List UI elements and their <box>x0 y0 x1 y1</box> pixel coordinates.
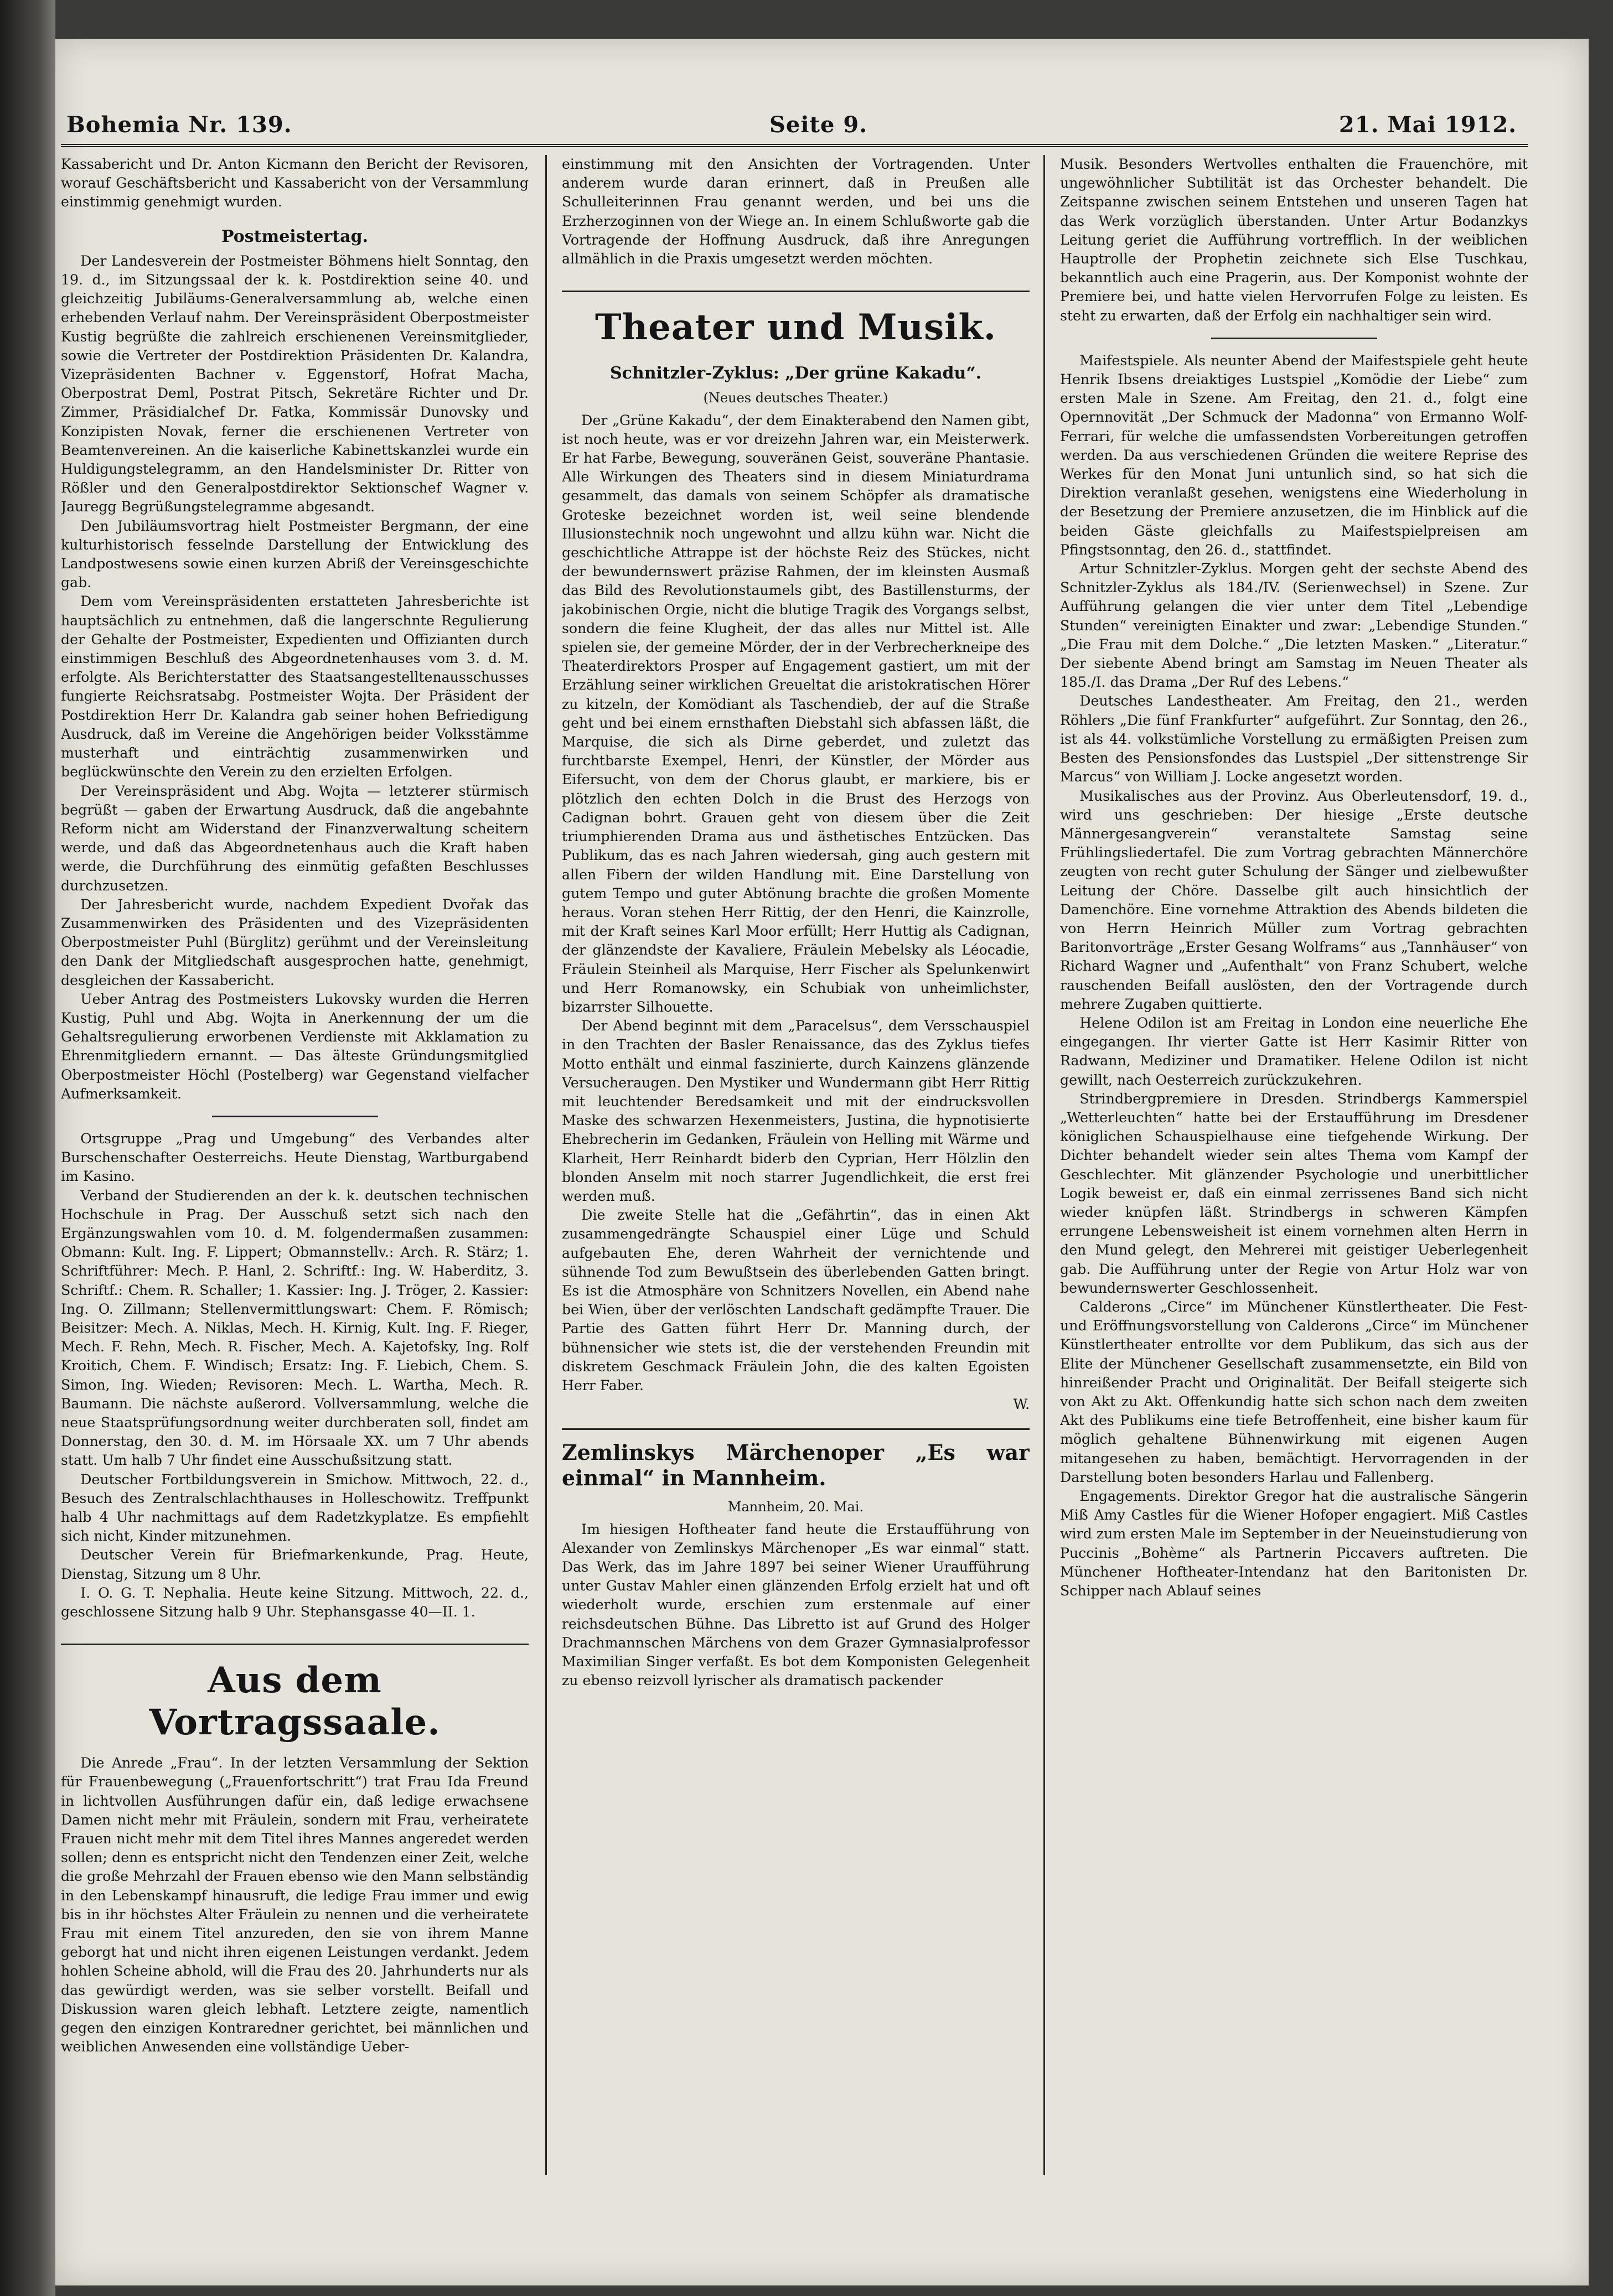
paragraph: Strindbergpremiere in Dresden. Strindbergs Kammerspiel „Wetterleuchten“ hatte bei der Erstaufführung im Dresdener königlichen Schauspielhause eine tiefgehende Wirkung. Der Dichter behandelt wieder sein altes Thema vom Kampf der Geschlechter. Mit glänzender Psychologie und unerbittlicher Logik beweist er, daß ein einmal zerrissenes Band sich nicht wieder knüpfen läßt. Strindbergs in schweren Kämpfen errungene Lebensweisheit ist einem vornehmen alten Herrn in den Mund gelegt, den Mehrerei mit geistiger Ueberlegenheit gab. Die Aufführung unter der Regie von Artur Holz war von bewundernswerter Geschlossenheit. <box>1060 1090 1528 1296</box>
column-2 <box>562 155 1030 2175</box>
divider <box>212 1116 378 1117</box>
dateline: Mannheim, 20. Mai. <box>727 1499 864 1515</box>
paragraph: Der Abend beginnt mit dem „Paracelsus“, dem Versschauspiel in den Trachten der Basler Renaissance, das des Zyklus tiefes Motto enthält und einmal faszinierte, durch Kainzens glänzende Versucheraugen. Den Mystiker und Wundermann gibt Herr Rittig mit leuchtender Beredsamkeit und mit der eindrucksvollen Maske des schwarzen Hexenmeisters, Justina, die hypnotisierte Ehebrecherin im Gedanken, Fräulein von Helling mit Wärme und Klarheit, Herr Reinhardt biderb den Cyprian, Herr Hölzlin den blonden Anselm mit noch starrer Jugendlichkeit, die erst frei werden muß. <box>562 1018 1030 1204</box>
article-subheading: (Neues deutsches Theater.) <box>703 390 888 406</box>
paragraph: Der Vereinspräsident und Abg. Wojta — letzterer stürmisch begrüßt — gaben der Erwartung Ausdruck, daß die angebahnte Reform nicht am Widerstand der Finanzverwaltung scheitern werde, und daß das Abgeordnetenhaus auch die Kraft haben werde, die Durchführung des einmütig gefaßten Beschlusses durchzusetzen. <box>61 782 529 894</box>
masthead-issue: Bohemia Nr. 139. <box>66 112 292 138</box>
paragraph: Engagements. Direktor Gregor hat die australische Sängerin Miß Amy Castles für die Wiener Hofoper engagiert. Miß Castles wird zum ersten Male im September in der Neueinstudierung von Puccinis „Bohème“ als Partnerin Piccavers auftreten. Die Münchener Hoftheater-Intendanz hat den Baritonisten Dr. Schipper nach Ablauf seines <box>1060 1488 1528 1599</box>
paragraph: Dem vom Vereinspräsidenten erstatteten Jahresberichte ist hauptsächlich zu entnehmen, daß die langerschnte Regulierung der Gehalte der Postmeister, Expedienten und Offizianten durch einstimmigen Beschluß des Abgeordnetenhauses vom 3. d. M. erfolgte. Als Berichterstatter des Staatsangestelltenausschusses fungierte Reichsratsabg. Postmeister Wojta. Der Präsident der Postdirektion Herr Dr. Kalandra gab seiner hohen Befriedigung Ausdruck, daß im Vereine die Angehörigen beider Volksstämme musterhaft und einträchtig zusammenwirken und beglückwünschte den Verein zu den erzielten Erfolgen. <box>61 593 529 780</box>
paragraph: Artur Schnitzler-Zyklus. Morgen geht der sechste Abend des Schnitzler-Zyklus als 184./IV. (Serienwechsel) in Szene. Zur Aufführung gelangen die vier unter dem Titel „Lebendige Stunden“ vereinigten Einakter und zwar: „Lebendige Stunden.“ „Die Frau mit dem Dolche.“ „Die letzten Masken.“ „Literatur.“ Der siebente Abend bringt am Samstag im Neuen Theater als 185./I. das Drama „Der Ruf des Lebens.“ <box>1060 561 1528 691</box>
masthead-date: 21. Mai 1912. <box>1338 112 1517 138</box>
column-rule <box>545 155 547 2175</box>
column-1 <box>61 155 529 2175</box>
column-3 <box>1060 155 1528 2175</box>
article-heading: Postmeistertag. <box>221 226 369 246</box>
columns <box>61 155 1528 2180</box>
paragraph: Deutsches Landestheater. Am Freitag, den 21., werden Röhlers „Die fünf Frankfurter“ aufgeführt. Zur Sonntag, den 26., ist als 44. volkstümliche Vorstellung zu ermäßigten Preisen zum Besten des Pensionsfondes das Lustspiel „Der sittenstrenge Sir Marcus“ von William J. Locke angesetzt worden. <box>1060 693 1528 785</box>
article-heading: Schnitzler-Zyklus: „Der grüne Kakadu“. <box>609 364 982 383</box>
notice: Verband der Studierenden an der k. k. deutschen technischen Hochschule in Prag. Der Ausschuß setzt sich nach den Ergänzungswahlen vom 10. d. M. folgendermaßen zusammen: Obmann: Kult. Ing. F. Lippert; Obmannstellv.: Arch. R. Stärz; 1. Schriftführer: Mech. P. Hanl, 2. Schriftf.: Ing. W. Haberditz, 3. Schriftf.: Chem. R. Schaller; 1. Kassier: Ing. J. Tröger, 2. Kassier: Ing. O. Zillmann; Stellenvermittlungswart: Chem. F. Römisch; Beisitzer: Mech. A. Niklas, Mech. H. Kirnig, Kult. Ing. F. Rieger, Mech. F. Rehn, Mech. R. Fischer, Mech. A. Kajetofsky, Ing. Rolf Kroitich, Chem. F. Windisch; Ersatz: Ing. F. Liebich, Chem. S. Simon, Ing. Wieden; Revisoren: Mech. L. Wartha, Mech. R. Baumann. Die nächste außerord. Vollversammlung, welche die neue Staatsprüfungsordnung weiter durchberaten soll, findet am Donnerstag, den 30. d. M. im Hörsaale XX. um 7 Uhr abends statt. Um halb 7 Uhr findet eine Ausschußsitzung statt. <box>61 1187 529 1469</box>
notice: Deutscher Fortbildungsverein in Smichow. Mittwoch, 22. d., Besuch des Zentralschlachthauses in Holleschowitz. Treffpunkt halb 4 Uhr nachmittags auf dem Radetzkyplatze. Es empfiehlt sich nicht, Kinder mitzunehmen. <box>61 1471 529 1545</box>
paragraph: Der Landesverein der Postmeister Böhmens hielt Sonntag, den 19. d., im Sitzungssaal der k. k. Postdirektion seine 40. und gleichzeitig Jubiläums-Generalversammlung ab, welche einen erhebenden Verlauf nahm. Der Vereinspräsident Oberpostmeister Kustig begrüßte die zahlreich erschienenen Vereinsmitglieder, sowie die Vertreter der Postdirektion Präsidenten Dr. Kalandra, Vizepräsidenten Bachner v. Eggenstorf, Hofrat Macha, Oberpostrat Deml, Postrat Pitsch, Sekretäre Richter und Dr. Zimmer, Präsidialchef Dr. Fatka, Kommissär Dunovsky und Konzipisten Novak, ferner die erschienenen Vertreter von Beamtenvereinen. An die kaiserliche Kabinettskanzlei wurde ein Huldigungstelegramm, an den Handelsminister Dr. Ritter von Rößler und den Generalpostdirektor Sektionschef Wagner v. Jauregg Begrüßungstelegramme abgesandt. <box>61 252 529 515</box>
section-heading: Theater und Musik. <box>562 291 1030 349</box>
paragraph: Ueber Antrag des Postmeisters Lukovsky wurden die Herren Kustig, Puhl und Abg. Wojta in Anerkennung der um die Gehaltsregulierung erworbenen Verdienste mit Akklamation zu Ehrenmitgliedern ernannt. — Das älteste Gründungsmitglied Oberpostmeister Höchl (Postelberg) war Gegenstand vielfacher Aufmerksamkeit. <box>61 991 529 1102</box>
paragraph: Calderons „Circe“ im Münchener Künstlertheater. Die Fest- und Eröffnungsvorstellung von Calderons „Circe“ im Münchener Künstlertheater entrollte vor dem Publikum, das sich aus der Elite der Münchener Gesellschaft zusammensetzte, ein Bild von hinreißender Pracht und Originalität. Der Beifall steigerte sich von Akt zu Akt. Offenkundig hatte sich schon nach dem zweiten Akt des Publikums eine tiefe Betroffenheit, eine bisher kaum für möglich gehaltene Bühnenwirkung mit eigenen Augen mitangesehen zu haben, bemächtigt. Hervorragenden in der Darstellung boten besonders Harlau und Fallenberg. <box>1060 1298 1528 1485</box>
paragraph: Die Anrede „Frau“. In der letzten Versammlung der Sektion für Frauenbewegung („Frauenfortschritt“) trat Frau Ida Freund in lichtvollen Ausführungen dafür ein, daß ledige erwachsene Damen nicht mehr mit Fräulein, sondern mit Frau, verheiratete Frauen nicht mehr mit dem Titel ihres Mannes angeredet werden sollen; denn es entspricht nicht den Tendenzen einer Zeit, welche die große Mehrzahl der Frauen ebenso wie den Mann selbständig in den Lebenskampf hinausruft, die ledige Frau immer und ewig bis in ihr höchstes Alter Fräulein zu nennen und die verheiratete Frau mit einem Titel anzureden, den sie von ihrem Manne geborgt hat und nicht ihren eigenen Leistungen verdankt. Jedem hohlen Scheine abhold, will die Frau des 20. Jahrhunderts nur als das gewürdigt werden, was sie selber vorstellt. Beifall und Diskussion waren gleich lebhaft. Letztere zeigte, namentlich gegen den einzigen Kontraredner gerichtet, bei männlichen und weiblichen Anwesenden eine vollständige Ueber- <box>61 1755 529 2055</box>
paragraph: Maifestspiele. Als neunter Abend der Maifestspiele geht heute Henrik Ibsens dreiaktiges Lustspiel „Komödie der Liebe“ zum ersten Male in Szene. Am Freitag, den 21. d., folgt eine Opernnovität „Der Schmuck der Madonna“ von Ermanno Wolf-Ferrari, für welche die umfassendsten Vorbereitungen getroffen werden. Da aus verschiedenen Gründen die weitere Reprise des Werkes für den Monat Juni untunlich sind, so hat sich die Direktion veranlaßt gesehen, wenigstens eine Wiederholung in der Besetzung der Premiere anzusetzen, die im Hinblick auf die beiden Gäste gleichfalls zu Maifestspielpreisen am Pfingstsonntag, den 26. d., stattfindet. <box>1060 352 1528 558</box>
column-rule <box>1043 155 1045 2175</box>
paragraph: Im hiesigen Hoftheater fand heute die Erstaufführung von Alexander von Zemlinskys Märchenoper „Es war einmal“ statt. Das Werk, das im Jahre 1897 bei seiner Wiener Uraufführung unter Gustav Mahler einen glänzenden Erfolg erzielt hat und oft wiederholt wurde, erschien zum erstenmale auf einer reichsdeutschen Bühne. Das Libretto ist auf Grund des Holger Drachmannschen Märchens von dem Grazer Gymnasialprofessor Maximilian Singer verfaßt. Es bot dem Komponisten Gelegenheit zu ebenso reizvoll lyrischer als dramatisch packender <box>562 1521 1030 1689</box>
paragraph: Kassabericht und Dr. Anton Kicmann den Bericht der Revisoren, worauf Geschäftsbericht und Kassabericht von der Versammlung einstimmig genehmigt wurden. <box>61 156 529 210</box>
divider <box>1211 338 1377 339</box>
page-left-edge <box>0 0 55 2296</box>
paragraph: Musik. Besonders Wertvolles enthalten die Frauenchöre, mit ungewöhnlicher Subtilität ist das Orchester behandelt. Die Zeitspanne zwischen seinem Entstehen und unseren Tagen hat das Werk vorzüglich überstanden. Unter Artur Bodanzkys Leitung geriet die Aufführung vortrefflich. In der weiblichen Hauptrolle der Prophetin zeichnete sich Else Tuschkau, bekanntlich auch eine Pragerin, aus. Der Komponist wohnte der Premiere bei, und hatte vielen Hervorrufen Folge zu leisten. Es steht zu erwarten, daß der Erfolg ein nachhaltiger sein wird. <box>1060 156 1528 324</box>
paragraph: Die zweite Stelle hat die „Gefährtin“, das in einen Akt zusammengedrängte Schauspiel einer Lüge und Schuld aufgebauten Ehe, deren Wahrheit der vernichtende und sühnende Tod zum Bewußtsein des überlebenden Gatten bringt. Es ist die Atmosphäre von Schnitzers Novellen, ein Abend nahe bei Wien, über der verlöschten Landschaft gedämpfte Trauer. Die Partie des Gatten führt Herr Dr. Manning durch, der bühnensicher wie stets ist, die der verstehenden Freundin mit diskretem Geschmack Fräulein John, die des kalten Egoisten Herr Faber. <box>562 1207 1030 1393</box>
article-heading: Zemlinskys Märchenoper „Es war einmal“ in Mannheim. <box>562 1428 1030 1491</box>
notice: Deutscher Verein für Briefmarkenkunde, Prag. Heute, Dienstag, Sitzung um 8 Uhr. <box>61 1547 529 1582</box>
notice: I. O. G. T. Nephalia. Heute keine Sitzung. Mittwoch, 22. d., geschlossene Sitzung halb 9 Uhr. Stephansgasse 40—II. 1. <box>61 1584 529 1620</box>
paragraph: Der „Grüne Kakadu“, der dem Einakterabend den Namen gibt, ist noch heute, was er vor dreizehn Jahren war, ein Meisterwerk. Er hat Farbe, Bewegung, souveränen Geist, souveräne Phantasie. Alle Wirkungen des Theaters sind in diesem Miniaturdrama gesammelt, das damals von seinem Schöpfer als dramatische Groteske bezeichnet worden ist, weil seine blendende Illusionstechnik noch ungewohnt und allzu kühn war. Nicht die geschichtliche Attrappe ist der höchste Reiz des Stückes, nicht der bewundernswert präzise Rahmen, der im kleinsten Ausmaß das Bild des Revolutionstaumels gibt, des Bastillensturms, der jakobinischen Orgie, nicht die blutige Tragik des Vorgangs selbst, sondern die feine Klugheit, der das alles nur Mittel ist. Alle spielen sie, der gemeine Mörder, der in der Verbrecherkneipe des Theaterdirektors Prosper auf Engagement gastiert, um mit der Erzählung seiner wirklichen Greueltat die aristokratischen Hörer zu kitzeln, der Komödiant als Taschendieb, der auf die Straße geht und bei einem ernsthaften Diebstahl sich abfassen läßt, die Marquise, die sich als Dirne geberdet, und zuletzt das furchtbarste Exempel, Henri, der Künstler, der Mörder aus Eifersucht, von dem der Chorus glaubt, er markiere, bis er plötzlich den echten Dolch in die Brust des Herzogs von Cadignan bohrt. Grauen geht von diesem über die Zeit triumphierenden Drama aus und ästhetisches Entzücken. Das Publikum, das es nach Jahren wiedersah, ging auch gestern mit allen Fibern der wilden Handlung mit. Eine Darstellung von gutem Tempo und guter Abtönung brachte die großen Momente heraus. Voran stehen Herr Rittig, der den Henri, die Kainzrolle, mit der Kraft seines Karl Moor erfüllt; Herr Huttig als Cadignan, der glänzendste der Kavaliere, Fräulein Mebelsky als Léocadie, Fräulein Steinheil als Marquise, Herr Fischer als Spelunkenwirt und Herr Romanowsky, ein Schubiak von unheimlichster, bizarrster Silhouette. <box>562 412 1030 1015</box>
notice: Ortsgruppe „Prag und Umgebung“ des Verbandes alter Burschenschafter Oesterreichs. Heute Dienstag, Wartburgabend im Kasino. <box>61 1130 529 1185</box>
paragraph: Der Jahresbericht wurde, nachdem Expedient Dvořak das Zusammenwirken des Präsidenten und des Vizepräsidenten Oberpostmeister Puhl (Bürglitz) gerühmt und der Vereinsleitung den Dank der Mitgliedschaft ausgesprochen hatte, genehmigt, desgleichen der Kassabericht. <box>61 896 529 988</box>
paragraph: einstimmung mit den Ansichten der Vortragenden. Unter anderem wurde daran erinnert, daß in Preußen alle Schulleiterinnen Frau genannt werden, und bei uns die Erzherzoginnen von der Wiege an. In einem Schlußworte gab die Vortragende der Hoffnung Ausdruck, daß ihre Anregungen allmählich in die Praxis umgesetzt werden möchten. <box>562 156 1030 267</box>
paragraph: Musikalisches aus der Provinz. Aus Oberleutensdorf, 19. d., wird uns geschrieben: Der hiesige „Erste deutsche Männergesangverein“ veranstaltete Samstag seine Frühlingsliedertafel. Die zum Vortrag gebrachten Männerchöre zeugten von recht guter Schulung der Sänger und zielbewußter Leitung der Chöre. Dasselbe gilt auch hinsichtlich der Damenchöre. Eine vornehme Attraktion des Abends bildeten die von Herrn Heinrich Müller zum Vortrag gebrachten Baritonvorträge „Erster Gesang Wolframs“ aus „Tannhäuser“ von Richard Wagner und „Aufenthalt“ von Franz Schubert, welche rauschenden Beifall auslösten, den der Vortragende durch mehrere Zugaben quittierte. <box>1060 787 1528 1012</box>
paragraph: Helene Odilon ist am Freitag in London eine neuerliche Ehe eingegangen. Ihr vierter Gatte ist Herr Kasimir Ritter von Radwann, Mediziner und Dramatiker. Helene Odilon ist nicht gewillt, nach Oesterreich zurückzukehren. <box>1060 1014 1528 1088</box>
author-signature: W. <box>1013 1396 1030 1413</box>
paragraph: Den Jubiläumsvortrag hielt Postmeister Bergmann, der eine kulturhistorisch fesselnde Darstellung der Entwicklung des Landpostwesens sowie einen kurzen Abriß der Vereinsgeschichte gab. <box>61 517 529 591</box>
masthead-page-number: Seite 9. <box>769 112 868 138</box>
section-heading: Aus dem Vortragssaale. <box>61 1644 529 1744</box>
masthead <box>61 77 1528 147</box>
